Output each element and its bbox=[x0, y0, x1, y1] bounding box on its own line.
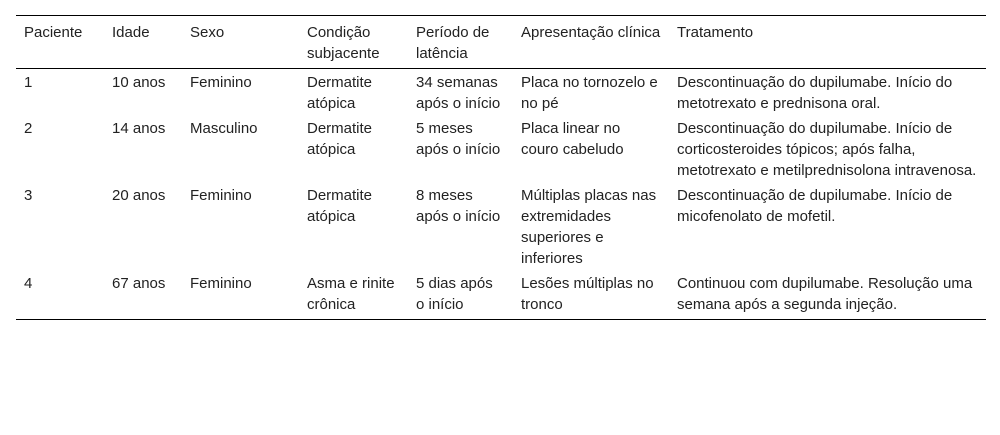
cell-periodo: 5 dias após o início bbox=[408, 270, 513, 320]
case-table-container bbox=[16, 15, 986, 320]
cell-condicao: Asma e rinite crônica bbox=[299, 270, 408, 320]
cell-apresentacao: Placa linear no couro cabeludo bbox=[521, 120, 624, 158]
cell-condicao: Dermatite atópica bbox=[307, 120, 373, 158]
cell-tratamento: Descontinuação do dupilumabe. Início de corticosteroides tópicos; após falha, metotrexato e metilprednisolona intravenosa. bbox=[677, 120, 977, 179]
table-row bbox=[16, 182, 986, 270]
cell-tratamento: Descontinuação de dupilumabe. Início de micofenolato de mofetil. bbox=[677, 187, 953, 225]
cell-tratamento: Descontinuação do dupilumabe. Início do metotrexato e prednisona oral. bbox=[677, 74, 953, 112]
cell-apresentacao: Lesões múltiplas no tronco bbox=[513, 270, 669, 320]
cell-idade: 67 anos bbox=[104, 270, 182, 320]
cell-periodo: 5 meses após o início bbox=[416, 120, 501, 158]
cell-idade: 20 anos bbox=[112, 187, 166, 204]
header-apresentacao: Apresentação clínica bbox=[513, 16, 669, 69]
table-row bbox=[16, 69, 986, 116]
cell-sexo: Masculino bbox=[190, 120, 258, 137]
cell-condicao: Dermatite atópica bbox=[307, 74, 373, 112]
cell-condicao: Dermatite atópica bbox=[307, 187, 373, 225]
header-condicao: Condição subjacente bbox=[299, 16, 408, 69]
header-periodo: Período de latência bbox=[408, 16, 513, 69]
cell-paciente: 1 bbox=[24, 74, 33, 91]
case-table bbox=[16, 15, 986, 320]
header-sexo: Sexo bbox=[182, 16, 299, 69]
cell-periodo: 8 meses após o início bbox=[416, 187, 501, 225]
header-paciente: Paciente bbox=[16, 16, 104, 69]
cell-paciente: 2 bbox=[24, 120, 33, 137]
table-row bbox=[16, 115, 986, 182]
header-tratamento: Tratamento bbox=[669, 16, 986, 69]
cell-paciente: 4 bbox=[16, 270, 104, 320]
table-header-row bbox=[16, 16, 986, 69]
cell-apresentacao: Múltiplas placas nas extremidades superiores e inferiores bbox=[521, 187, 657, 267]
cell-paciente: 3 bbox=[24, 187, 33, 204]
cell-idade: 10 anos bbox=[112, 74, 166, 91]
cell-apresentacao: Placa no tornozelo e no pé bbox=[521, 74, 658, 112]
cell-periodo: 34 semanas após o início bbox=[416, 74, 501, 112]
header-idade: Idade bbox=[104, 16, 182, 69]
cell-sexo: Feminino bbox=[182, 270, 299, 320]
table-row bbox=[16, 270, 986, 320]
cell-tratamento: Continuou com dupilumabe. Resolução uma semana após a segunda injeção. bbox=[669, 270, 986, 320]
cell-idade: 14 anos bbox=[112, 120, 166, 137]
cell-sexo: Feminino bbox=[190, 74, 252, 91]
cell-sexo: Feminino bbox=[190, 187, 252, 204]
